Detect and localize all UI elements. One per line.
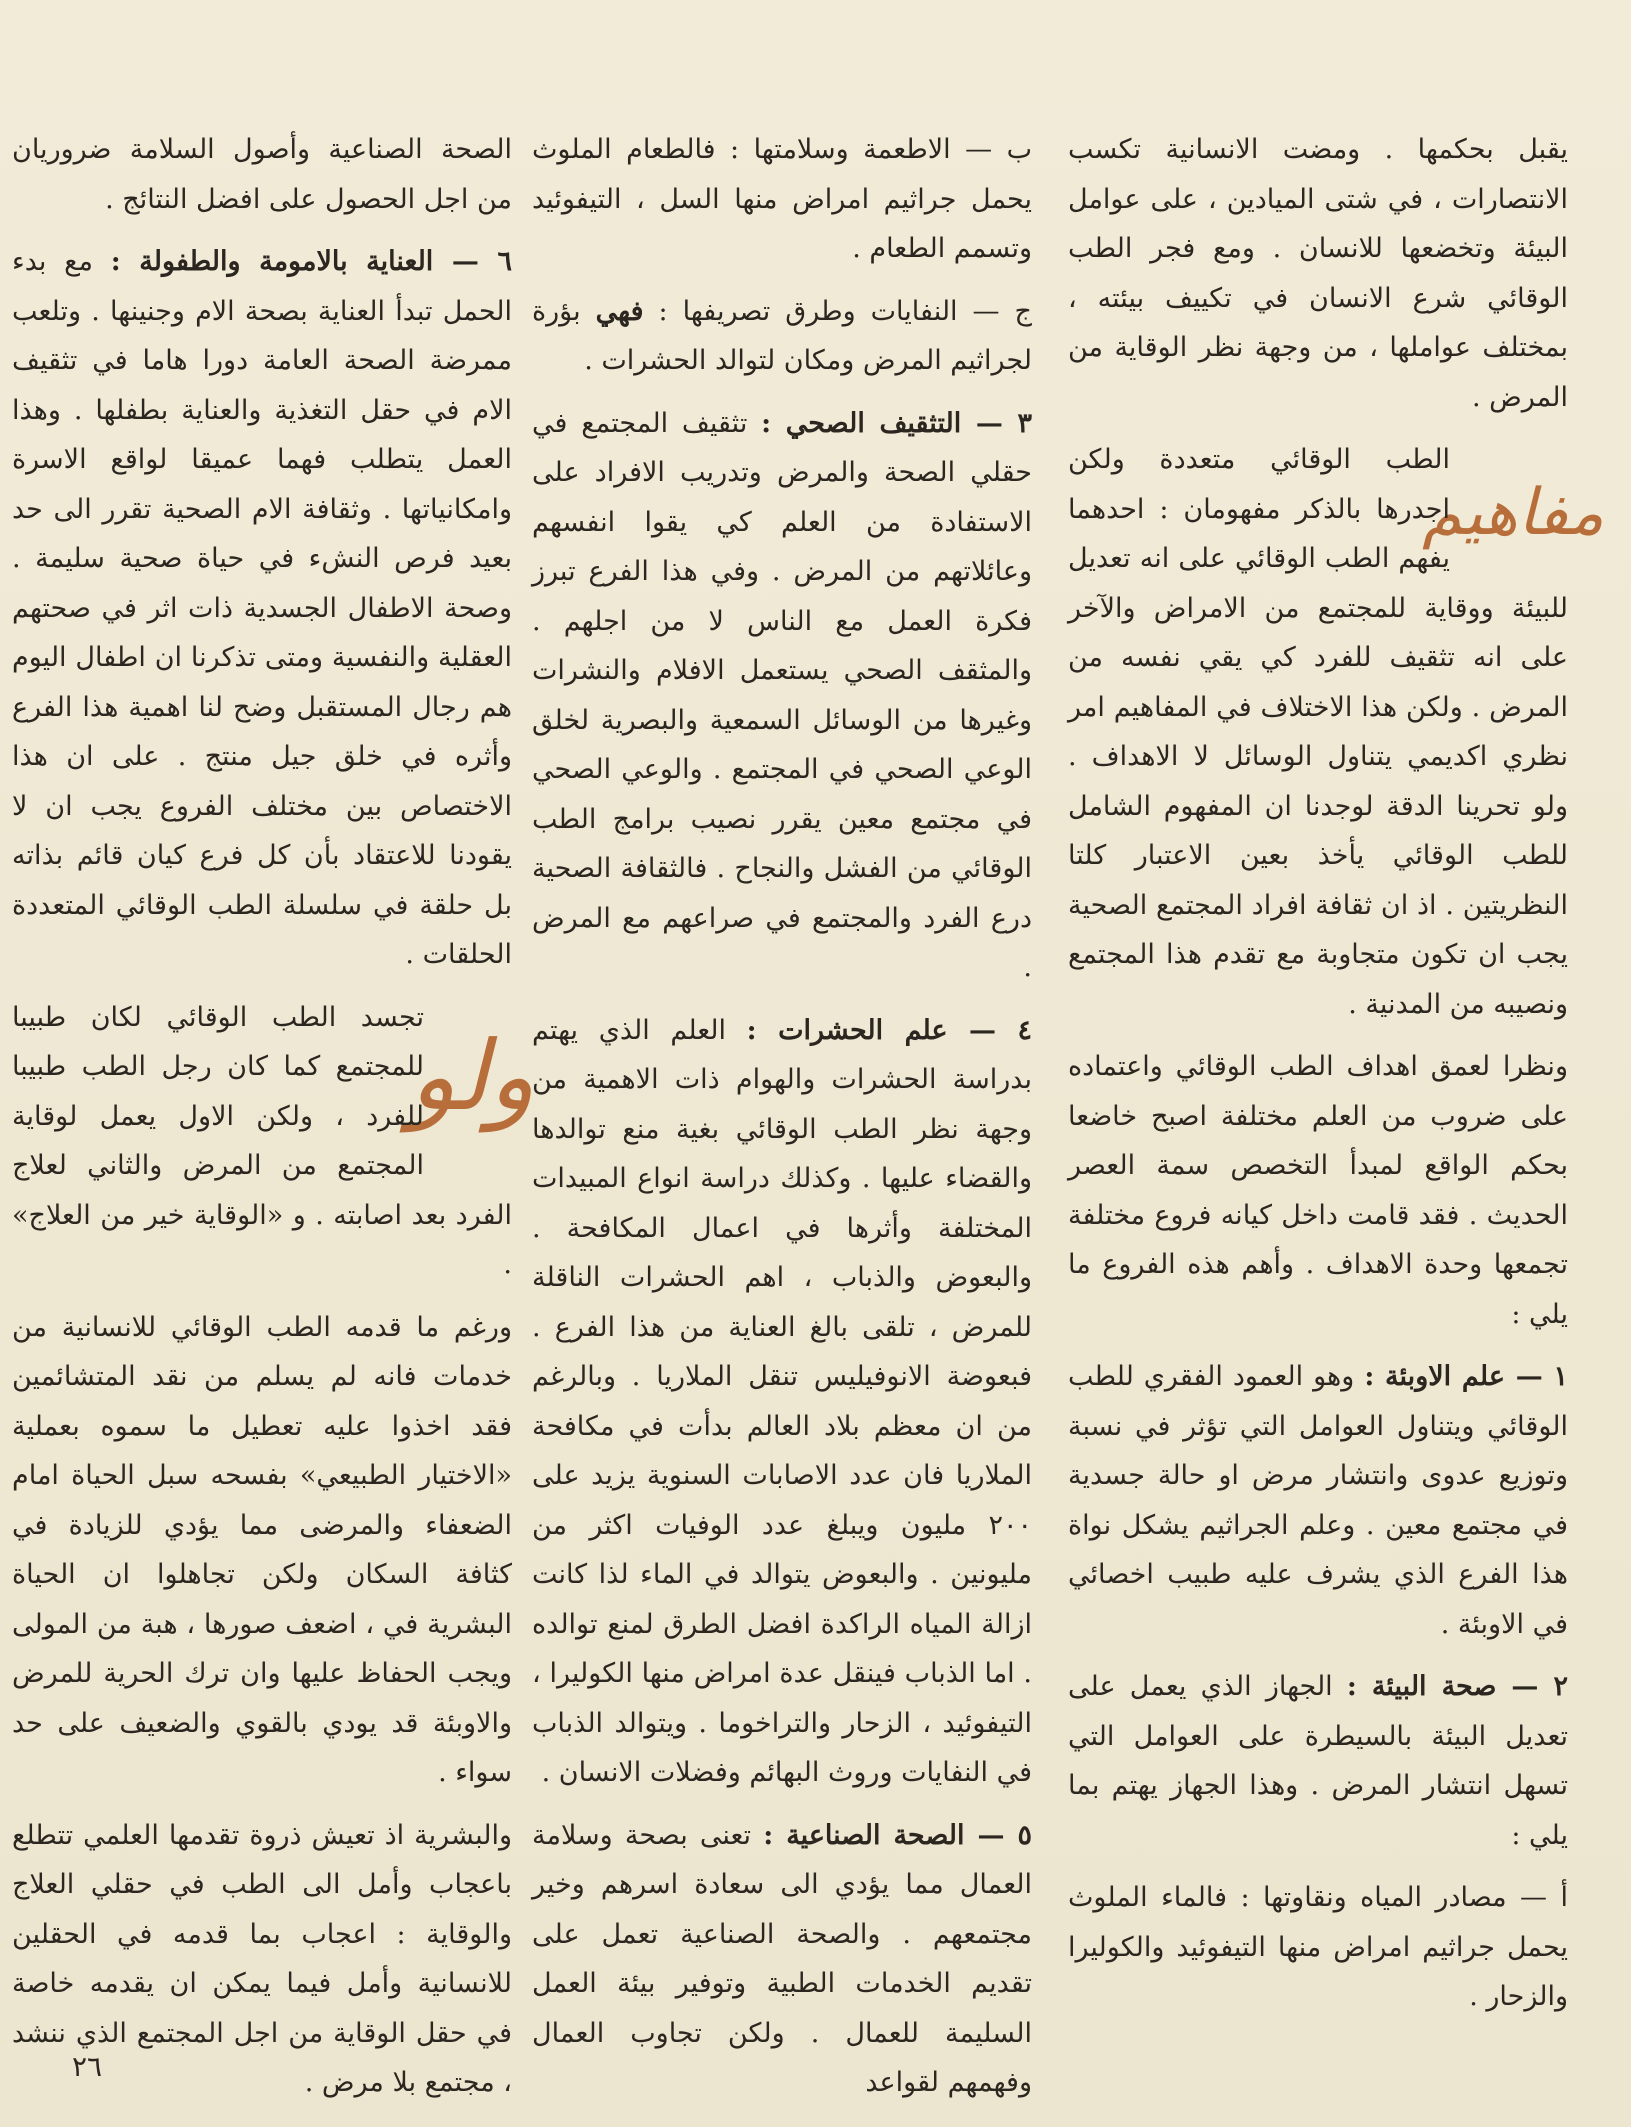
section-heading: ١ — علم الاوبئة :: [1364, 1361, 1568, 1392]
paragraph-lead: ج — النفايات وطرق تصريفها :: [658, 295, 1032, 327]
section-heading: ٦ — العناية بالامومة والطفولة :: [110, 246, 512, 277]
paragraph: ورغم ما قدمه الطب الوقائي للانسانية من خدمات فانه لم يسلم من نقد المتشائمين فقد اخذوا عليه تعطيل ما سموه بعملية «الاختيار الطبيعي» بفسحه سبل الحياة امام الضعفاء والمرضى مما يؤدي للزيادة في كثافة السكان ولكن تجاهلوا ان الحياة البشرية في ، اضعف صورها ، هبة من المولى ويجب الحفاظ عليها وان ترك الحرية للمرض والاوبئة قد يودي بالقوي والضعيف على حد سواء .: [12, 1311, 512, 1788]
section-paragraph: [1068, 1352, 1568, 1649]
section-heading: ٥ — الصحة الصناعية :: [763, 1819, 1032, 1851]
paragraph: ونظرا لعمق اهداف الطب الوقائي واعتماده على ضروب من العلم مختلفة اصبح خاضعا بحكم الواقع لمبدأ التخصص سمة العصر الحديث . فقد قامت داخل كيانه فروع مختلفة تجمعها وحدة الاهداف . وأهم هذه الفروع ما يلي :: [1068, 1051, 1568, 1330]
section-paragraph: [1068, 1662, 1568, 1860]
section-body: تعنى بصحة وسلامة العمال مما يؤدي الى سعادة اسرهم وخير مجتمعهم . والصحة الصناعية تعمل على تقديم الخدمات الطبية وتوفير بيئة العمل السليمة للعمال . ولكن تجاوب العمال وفهمهم لقواعد: [532, 1819, 1032, 2098]
decorative-initial-block: [1068, 435, 1604, 1029]
section-heading: ٢ — صحة البيئة :: [1346, 1671, 1568, 1702]
decorative-initial-block: [12, 993, 535, 1290]
paragraph: ب — الاطعمة وسلامتها : فالطعام الملوث يحمل جراثيم امراض منها السل ، التيفوئيد وتسمم الطعام .: [532, 134, 1032, 264]
text-column-left: [12, 125, 535, 2121]
section-paragraph: [532, 399, 1032, 993]
section-body: الجهاز الذي يعمل على تعديل البيئة بالسيطرة على العوامل التي تسهل انتشار المرض . وهذا الجهاز يهتم بما يلي :: [1068, 1671, 1568, 1851]
paragraph: أ — مصادر المياه ونقاوتها : فالماء الملوث يحمل جراثيم امراض منها التيفوئيد والكوليرا والزحار .: [1068, 1882, 1568, 2012]
bold-word: فهي: [595, 295, 644, 327]
section-paragraph: [532, 1006, 1032, 1798]
paragraph: يقبل بحكمها . ومضت الانسانية تكسب الانتصارات ، في شتى الميادين ، على عوامل البيئة وتخضعها للانسان . ومع فجر الطب الوقائي شرع الانسان في تكييف بيئته ، بمختلف عواملها ، من وجهة نظر الوقاية من المرض .: [1068, 134, 1568, 413]
paragraph-rest: بؤرة لجراثيم المرض ومكان لتوالد الحشرات .: [532, 295, 1032, 376]
decorative-calligraphy-word: ولو: [409, 1019, 535, 1132]
section-body: وهو العمود الفقري للطب الوقائي ويتناول العوامل التي تؤثر في نسبة وتوزيع عدوى وانتشار مرض او حالة جسدية في مجتمع معين . وعلم الجراثيم يشكل نواة هذا الفرع الذي يشرف عليه طبيب اخصائي في الاوبئة .: [1068, 1361, 1568, 1640]
section-body: العلم الذي يهتم بدراسة الحشرات والهوام ذات الاهمية من وجهة نظر الطب الوقائي بغية منع توالدها والقضاء عليها . وكذلك دراسة انواع المبيدات المختلفة وأثرها في اعمال المكافحة . والبعوض والذباب ، اهم الحشرات الناقلة للمرض ، تلقى بالغ العناية من هذا الفرع . فبعوضة الانوفيليس تنقل الملاريا . وبالرغم من ان معظم بلاد العالم بدأت في مكافحة الملاريا فان عدد الاصابات السنوية يزيد على ٢٠٠ مليون ويبلغ عدد الوفيات اكثر من مليونين . والبعوض يتوالد في الماء لذا كانت ازالة المياه الراكدة افضل الطرق لمنع توالده . اما الذباب فينقل عدة امراض منها الكوليرا ، التيفوئيد ، الزحار والتراخوما . ويتوالد الذباب في النفايات وروث البهائم وفضلات الانسان .: [532, 1014, 1032, 1788]
section-body: تثقيف المجتمع في حقلي الصحة والمرض وتدريب الافراد على الاستفادة من العلم كي يقوا انفسهم وعائلاتهم من المرض . وفي هذا الفرع تبرز فكرة العمل مع الناس لا من اجلهم . والمثقف الصحي يستعمل الافلام والنشرات وغيرها من الوسائل السمعية والبصرية لخلق الوعي الصحي في المجتمع . والوعي الصحي في مجتمع معين يقرر نصيب برامج الطب الوقائي من الفشل والنجاح . فالثقافة الصحية درع الفرد والمجتمع في صراعهم مع المرض .: [532, 407, 1032, 983]
page-number: ٢٦: [72, 2050, 103, 2083]
paragraph: الصحة الصناعية وأصول السلامة ضروريان من اجل الحصول على افضل النتائج .: [12, 134, 512, 215]
section-heading: ٤ — علم الحشرات :: [746, 1014, 1032, 1046]
text-column-right: [1068, 125, 1604, 2035]
paragraph: تجسد الطب الوقائي لكان طبيبا للمجتمع كما كان رجل الطب طبيبا للفرد ، ولكن الاول يعمل لوقاية المجتمع من المرض والثاني لعلاج الفرد بعد اصابته . و «الوقاية خير من العلاج» .: [12, 1001, 512, 1280]
section-heading: ٣ — التثقيف الصحي :: [761, 407, 1032, 439]
paragraph: [532, 287, 1032, 386]
section-paragraph: [532, 1811, 1032, 2108]
paragraph: والبشرية اذ تعيش ذروة تقدمها العلمي تتطلع باعجاب وأمل الى الطب في حقلي العلاج والوقاية : اعجاب بما قدمه في الحقلين للانسانية وأمل فيما يمكن ان يقدمه خاصة في حقل الوقاية من اجل المجتمع الذي ننشد ، مجتمع بلا مرض .: [12, 1819, 512, 2098]
section-body: مع بدء الحمل تبدأ العناية بصحة الام وجنينها . وتلعب ممرضة الصحة العامة دورا هاما في تثقيف الام في حقل التغذية والعناية بطفلها . وهذا العمل يتطلب فهما عميقا لواقع الاسرة وامكانياتها . وثقافة الام الصحية تقرر الى حد بعيد فرص النشء في حياة صحية سليمة . وصحة الاطفال الجسدية ذات اثر في صحتهم العقلية والنفسية ومتى تذكرنا ان اطفال اليوم هم رجال المستقبل وضح لنا اهمية هذا الفرع وأثره في خلق جيل منتج . على ان هذا الاختصاص بين مختلف الفروع يجب ان لا يقودنا للاعتقاد بأن كل فرع كيان قائم بذاته بل حلقة في سلسلة الطب الوقائي المتعددة الحلقات .: [12, 246, 512, 970]
paragraph: الطب الوقائي متعددة ولكن اجدرها بالذكر مفهومان : احدهما يفهم الطب الوقائي على انه تعديل للبيئة ووقاية للمجتمع من الامراض والآخر على انه تثقيف للفرد كي يقي نفسه من المرض . ولكن هذا الاختلاف في المفاهيم امر نظري اكديمي يتناول الوسائل لا الاهداف . ولو تحرينا الدقة لوجدنا ان المفهوم الشامل للطب الوقائي يأخذ بعين الاعتبار كلتا النظريتين . اذ ان ثقافة افراد المجتمع الصحية يجب ان تكون متجاوبة مع تقدم هذا المجتمع ونصيبه من المدنية .: [1068, 444, 1568, 1020]
decorative-calligraphy-word: مفاهيم: [1422, 476, 1604, 550]
section-paragraph: [12, 237, 512, 980]
text-column-middle: [532, 125, 1032, 2121]
